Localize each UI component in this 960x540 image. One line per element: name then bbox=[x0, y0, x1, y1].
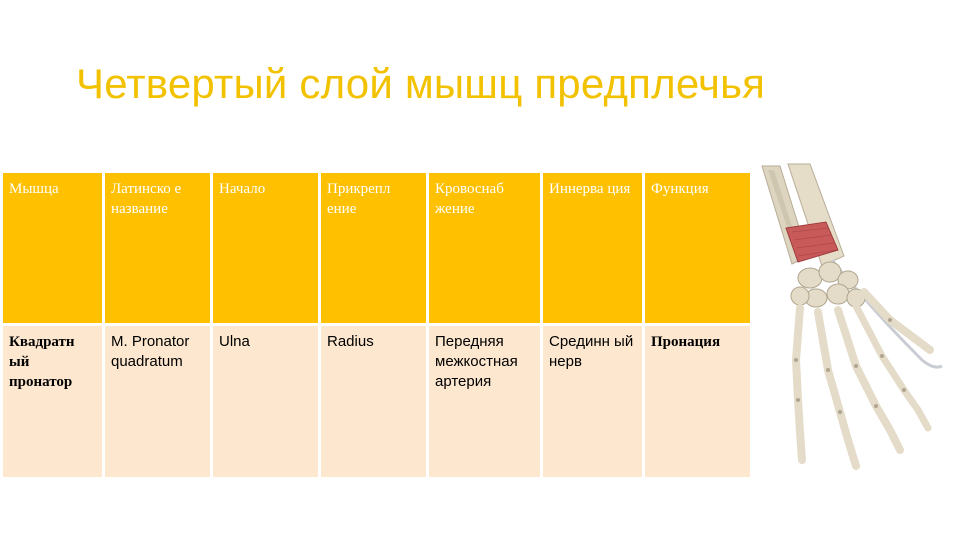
cell-innervation: Срединн ый нерв bbox=[542, 325, 644, 479]
table-header-row bbox=[2, 172, 752, 325]
cell-latin-name: M. Pronator quadratum bbox=[104, 325, 212, 479]
carpal-bones bbox=[791, 262, 865, 307]
header-latin-name: Латинско е название bbox=[104, 172, 212, 325]
cell-function: Пронация bbox=[644, 325, 752, 479]
cell-muscle: Квадратн ый пронатор bbox=[2, 325, 104, 479]
header-origin: Начало bbox=[212, 172, 320, 325]
slide-title: Четвертый слой мышц предплечья bbox=[76, 60, 766, 107]
muscle-table bbox=[0, 170, 753, 480]
forearm-hand-illustration bbox=[752, 160, 960, 490]
table-row bbox=[2, 325, 752, 479]
cell-blood-supply: Передняя межкостная артерия bbox=[428, 325, 542, 479]
finger-bones bbox=[796, 292, 930, 466]
cell-insertion: Radius bbox=[320, 325, 428, 479]
header-innervation: Иннерва ция bbox=[542, 172, 644, 325]
header-function: Функция bbox=[644, 172, 752, 325]
cell-origin: Ulna bbox=[212, 325, 320, 479]
header-muscle: Мышца bbox=[2, 172, 104, 325]
header-insertion: Прикрепл ение bbox=[320, 172, 428, 325]
header-blood-supply: Кровоснаб жение bbox=[428, 172, 542, 325]
